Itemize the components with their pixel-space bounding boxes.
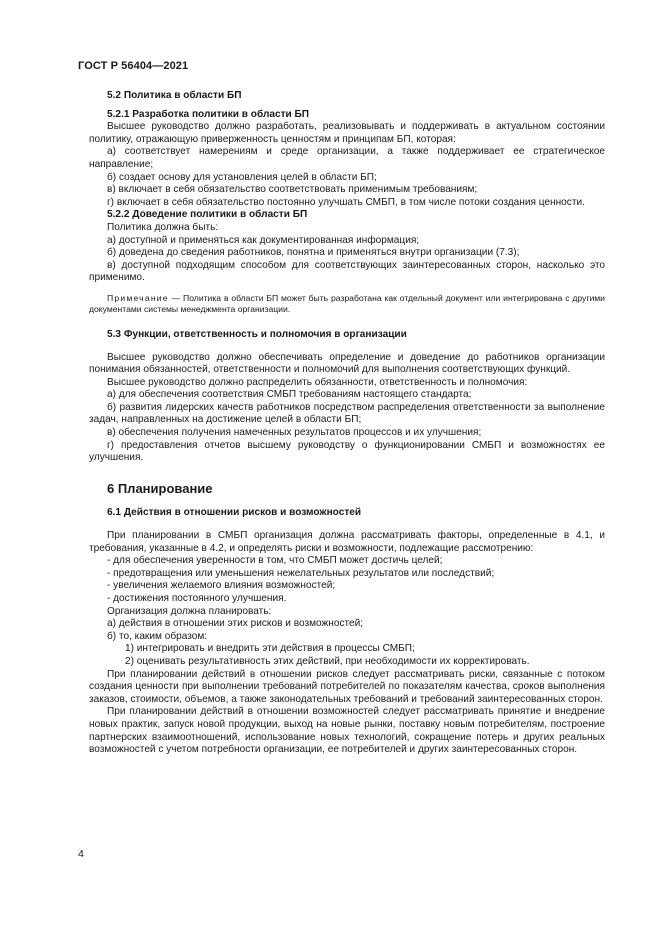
paragraph: в) доступной подходящим способом для соответствующих заинтересованных сторон, насколько это применимо. bbox=[89, 259, 605, 284]
paragraph: г) включает в себя обязательство постоянно улучшать СМБП, в том числе потоки создания ценности. bbox=[107, 196, 585, 208]
paragraph: а) действия в отношении этих рисков и возможностей; bbox=[107, 618, 364, 630]
paragraph: - увеличения желаемого влияния возможностей; bbox=[107, 580, 336, 592]
paragraph: При планировании действий в отношении рисков следует рассматривать риски, связанные с потоком создания ценности при выполнении требований потребителей по показателям качества, сроков выполнения заказов, стоимости, объемов, а также законодательных требований и требований заинтересованных сторон. bbox=[89, 668, 605, 705]
subsection-heading: 5.3 Функции, ответственность и полномочия в организации bbox=[107, 328, 407, 340]
section-heading: 6 Планирование bbox=[107, 480, 213, 496]
paragraph: а) для обеспечения соответствия СМБП требованиям настоящего стандарта; bbox=[107, 389, 472, 401]
subsection-heading: 6.1 Действия в отношении рисков и возможностей bbox=[107, 507, 362, 519]
paragraph: При планировании действий в отношении возможностей следует рассматривать принятие и внедрение новых практик, запуск новой продукции, выход на новые рынки, поставку новым потребителям, построение партнерских взаимоотношений, использование новых технологий, сокращение потерь и других реальных возможностей с учетом потребности организации, ее потребителей и других заинтересованных сторон. bbox=[89, 706, 605, 756]
document-header: ГОСТ Р 56404—2021 bbox=[78, 60, 189, 72]
paragraph: в) включает в себя обязательство соответствовать применимым требованиям; bbox=[107, 184, 478, 196]
subsection-heading: 5.2 Политика в области БП bbox=[107, 90, 242, 101]
paragraph: - достижения постоянного улучшения. bbox=[107, 593, 287, 604]
paragraph: Высшее руководство должно распределить обязанности, ответственность и полномочия: bbox=[107, 376, 528, 388]
paragraph: При планировании в СМБП организация должна рассматривать факторы, определенные в 4.1, и требования, указанные в 4.2, и определять риски и возможности, подлежащие рассмотрению: bbox=[89, 530, 605, 554]
paragraph: б) создает основу для установления целей в области БП; bbox=[107, 171, 377, 183]
document-body bbox=[89, 90, 605, 757]
subsection-heading: 5.2.1 Разработка политики в области БП bbox=[107, 108, 310, 120]
note-text: — Политика в области БП может быть разработана как отдельный документ или интегрирована с другими документами системы менеджмента организации. bbox=[89, 292, 605, 314]
paragraph: Организация должна планировать: bbox=[107, 605, 272, 617]
paragraph: в) обеспечения получения намеченных результатов процессов и их улучшения; bbox=[107, 427, 482, 439]
paragraph: б) доведена до сведения работников, понятна и применяться внутри организации (7.3); bbox=[107, 247, 520, 259]
paragraph: а) соответствует намерениям и среде организации, а также поддерживает ее стратегическое направление; bbox=[89, 146, 605, 170]
paragraph: Высшее руководство должно обеспечивать определение и доведение до работников организации понимания обязанностей, ответственности и полномочий для выполнения соответствующих функций. bbox=[89, 351, 605, 376]
paragraph: а) доступной и применяться как документированная информация; bbox=[107, 234, 420, 246]
list-item: 1) интегрировать и внедрить эти действия в процессы СМБП; bbox=[125, 643, 415, 655]
paragraph: - предотвращения или уменьшения нежелательных результатов или последствий; bbox=[107, 567, 495, 579]
list-item: 2) оценивать результативность этих действий, при необходимости их корректировать. bbox=[125, 655, 530, 667]
note-label: Примечание bbox=[107, 292, 169, 303]
paragraph: б) то, каким образом: bbox=[107, 630, 208, 642]
note bbox=[89, 293, 605, 315]
paragraph: Высшее руководство должно разработать, реализовывать и поддерживать в актуальном состоянии политику, отражающую приверженность ценностям и принципам БП, которая: bbox=[89, 121, 605, 145]
paragraph: б) развития лидерских качеств работников посредством распределения ответственности за выполнение задач, направленных на достижение целей в области БП; bbox=[89, 401, 605, 426]
subsection-heading: 5.2.2 Доведение политики в области БП bbox=[107, 209, 308, 221]
paragraph: Политика должна быть: bbox=[107, 221, 219, 233]
paragraph: - для обеспечения уверенности в том, что СМБП может достичь целей; bbox=[107, 555, 443, 567]
page-number: 4 bbox=[78, 848, 84, 860]
paragraph: г) предоставления отчетов высшему руководству о функционировании СМБП и возможностях ее улучшения. bbox=[89, 439, 605, 464]
